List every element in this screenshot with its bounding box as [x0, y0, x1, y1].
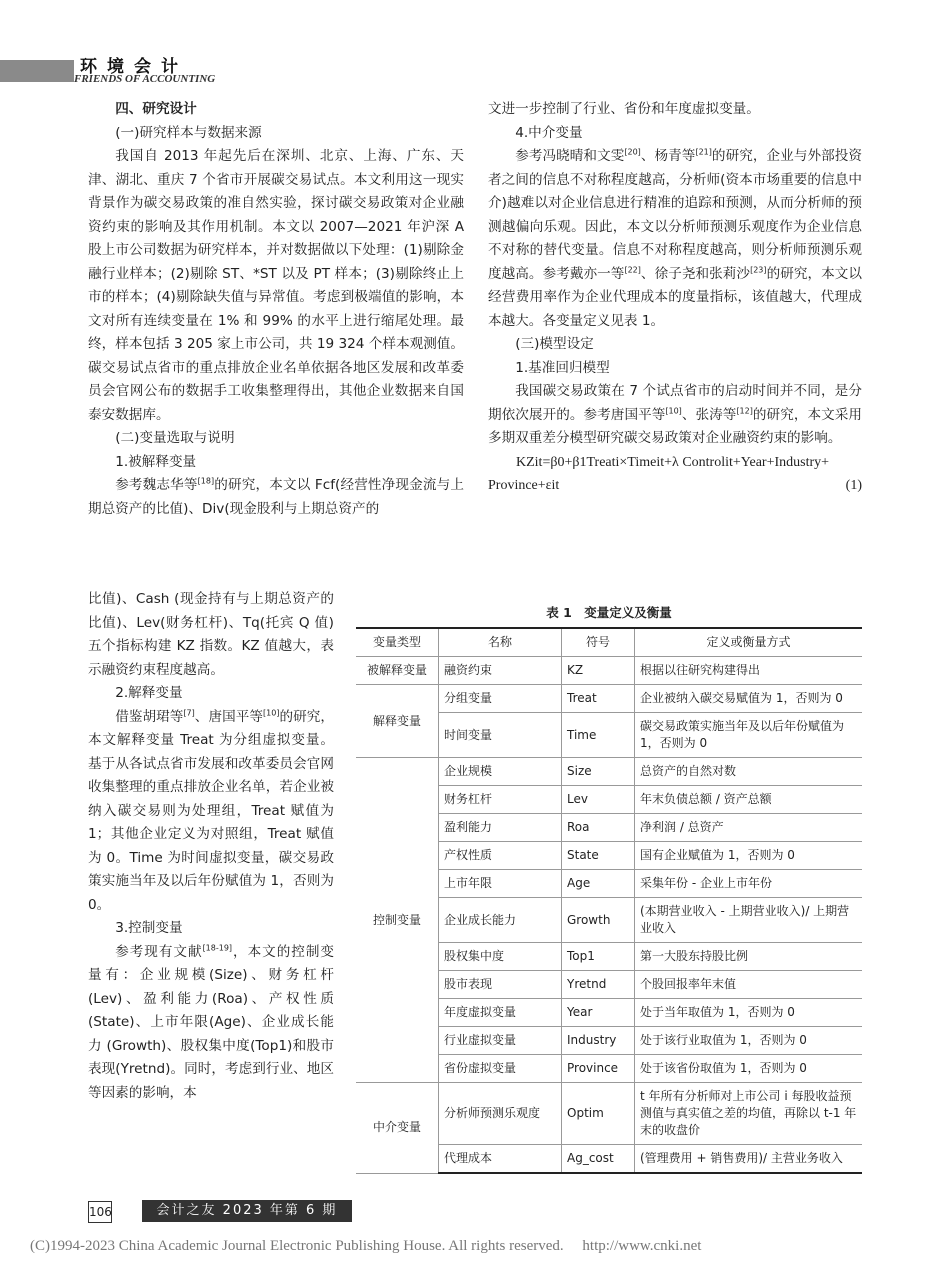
cell-definition: 企业被纳入碳交易赋值为 1，否则为 0: [635, 685, 863, 713]
cell-definition: 国有企业赋值为 1，否则为 0: [635, 842, 863, 870]
journal-title-cn: 环境会计: [80, 57, 188, 77]
cell-var-type: 被解释变量: [356, 657, 439, 685]
cell-symbol: Top1: [562, 943, 635, 971]
cell-definition: (管理费用 + 销售费用)/ 主营业务收入: [635, 1145, 863, 1174]
formula-line-2: Province+εit (1): [488, 474, 862, 498]
col-header-symbol: 符号: [562, 628, 635, 657]
cell-name: 企业成长能力: [439, 898, 562, 943]
cell-name: 股市表现: [439, 971, 562, 999]
right-column: [488, 98, 862, 498]
heading-baseline-model: 1.基准回归模型: [515, 359, 610, 376]
cell-definition: 采集年份 - 企业上市年份: [635, 870, 863, 898]
cell-name: 股权集中度: [439, 943, 562, 971]
table-row: [356, 657, 862, 685]
paragraph-dependent-var-cont: 比值)、Cash (现金持有与上期总资产的比值)、Lev(财务杠杆)、Tq(托宾 Q 值)五个指标构建 KZ 指数。KZ 值越大，表示融资约束程度越高。: [88, 591, 334, 678]
cell-symbol: Yretnd: [562, 971, 635, 999]
table-row: [356, 758, 862, 786]
header-bar: [0, 60, 74, 82]
cell-definition: 处于该行业取值为 1，否则为 0: [635, 1027, 863, 1055]
subsection-heading-3: (三)模型设定: [515, 336, 594, 352]
cell-name: 行业虚拟变量: [439, 1027, 562, 1055]
cell-name: 财务杠杆: [439, 786, 562, 814]
cell-var-type: 解释变量: [356, 685, 439, 758]
cell-symbol: KZ: [562, 657, 635, 685]
cell-symbol: Time: [562, 713, 635, 758]
paragraph-explanatory-var: 借鉴胡珺等[7]、唐国平等[10]的研究，本文解释变量 Treat 为分组虚拟变量。基于从各试点省市发展和改革委员会官网收集整理的重点排放企业名单，若企业被纳入碳交易则为处理组，Treat 赋值为 1；其他企业定义为对照组，Treat 赋值为 0。Time 为时间虚拟变量，碳交易政策实施当年及以后年份赋值为 1，否则为 0。: [88, 707, 335, 913]
cell-symbol: Roa: [562, 814, 635, 842]
copyright-notice: (C)1994-2023 China Academic Journal Electronic Publishing House. All rights reserved. http://www.cnki.net: [30, 1238, 702, 1254]
heading-dependent-var: 1.被解释变量: [115, 453, 197, 470]
cell-name: 融资约束: [439, 657, 562, 685]
cell-name: 年度虚拟变量: [439, 999, 562, 1027]
cell-definition: 个股回报率年末值: [635, 971, 863, 999]
cell-symbol: Province: [562, 1055, 635, 1083]
cell-definition: 处于该省份取值为 1，否则为 0: [635, 1055, 863, 1083]
cell-name: 分析师预测乐观度: [439, 1083, 562, 1145]
left-column-bottom: [88, 588, 334, 1105]
cell-name: 上市年限: [439, 870, 562, 898]
cell-symbol: Industry: [562, 1027, 635, 1055]
heading-control-var: 3.控制变量: [115, 920, 183, 936]
cell-symbol: Lev: [562, 786, 635, 814]
heading-explanatory-var: 2.解释变量: [115, 685, 183, 701]
cell-name: 时间变量: [439, 713, 562, 758]
cell-name: 分组变量: [439, 685, 562, 713]
cell-definition: 年末负债总额 / 资产总额: [635, 786, 863, 814]
cell-definition: 碳交易政策实施当年及以后年份赋值为 1，否则为 0: [635, 713, 863, 758]
section-heading: 四、研究设计: [115, 101, 197, 117]
cell-symbol: State: [562, 842, 635, 870]
cell-definition: 处于当年取值为 1，否则为 0: [635, 999, 863, 1027]
subsection-heading-2: (二)变量选取与说明: [115, 430, 235, 446]
table-header-row: [356, 628, 862, 657]
cell-name: 盈利能力: [439, 814, 562, 842]
paragraph-sample: 我国自 2013 年起先后在深圳、北京、上海、广东、天津、湖北、重庆 7 个省市开展碳交易试点。本文利用这一现实背景作为碳交易政策的准自然实验，探讨碳交易政策对企业融资约束的影响及其作用机制。本文以 2007—2021 年沪深 A 股上市公司数据为研究样本，并对数据做以下处理：(1)剔除金融行业样本；(2)剔除 ST、*ST 以及 PT 样本；(3)剔除终止上市的样本；(4)剔除缺失值与异常值。考虑到极端值的影响，本文对所有连续变量在 1% 和 99% 的水平上进行缩尾处理。最终，样本包括 3 205 家上市公司，共 19 324 个样本观测值。碳交易试点省市的重点排放企业名单依据各地区发展和改革委员会官网公布的数据手工收集整理得出，其他企业数据来自国泰安数据库。: [88, 148, 464, 423]
cell-definition: 净利润 / 总资产: [635, 814, 863, 842]
cell-definition: 第一大股东持股比例: [635, 943, 863, 971]
cell-name: 产权性质: [439, 842, 562, 870]
cell-name: 省份虚拟变量: [439, 1055, 562, 1083]
paragraph-model: 我国碳交易政策在 7 个试点省市的启动时间并不同，是分期依次展开的。参考唐国平等[10]、张涛等[12]的研究，本文采用多期双重差分模型研究碳交易政策对企业融资约束的影响。: [488, 383, 863, 446]
paragraph-control-var: 参考现有文献[18-19]，本文的控制变量有：企业规模(Size)、财务杠杆(Lev)、盈利能力(Roa)、产权性质(State)、上市年限(Age)、企业成长能力 (Growth)、股权集中度(Top1)和股市表现(Yretnd)。同时，考虑到行业、地区等因素的影响，本: [88, 942, 334, 1101]
cell-symbol: Growth: [562, 898, 635, 943]
cell-definition: (本期营业收入 - 上期营业收入)/ 上期营业收入: [635, 898, 863, 943]
formula-line-1: KZit=β0+β1Treati×Timeit+λ Controlit+Year+Industry+: [516, 454, 830, 470]
cell-symbol: Year: [562, 999, 635, 1027]
journal-title-en: FRIENDS OF ACCOUNTING: [74, 73, 216, 85]
cell-symbol: Treat: [562, 685, 635, 713]
page-number: 106: [88, 1201, 112, 1223]
subsection-heading-1: (一)研究样本与数据来源: [115, 124, 262, 141]
cell-definition: 根据以往研究构建得出: [635, 657, 863, 685]
cell-symbol: Optim: [562, 1083, 635, 1145]
journal-issue: 会计之友 2023 年第 6 期: [142, 1200, 352, 1222]
left-column-top: [88, 98, 464, 521]
table-title: 表 1 变量定义及衡量: [546, 605, 672, 620]
cell-var-type: 控制变量: [356, 758, 439, 1083]
cell-symbol: Ag_cost: [562, 1145, 635, 1174]
variable-definition-table: [356, 627, 862, 1174]
paragraph-mediator-var: 参考冯晓晴和文雯[20]、杨青等[21]的研究，企业与外部投资者之间的信息不对称程度越高，分析师(资本市场重要的信息中介)越难以对企业信息进行精准的追踪和预测，从而分析师的预测越偏向乐观。因此，本文以分析师预测乐观度作为企业信息不对称的替代变量。信息不对称程度越高，则分析师预测乐观度越高。参考戴亦一等[22]、徐子尧和张莉沙[23]的研究，本文以经营费用率作为企业代理成本的度量指标，该值越大，代理成本越大。各变量定义见表 1。: [488, 147, 863, 329]
cell-name: 代理成本: [439, 1145, 562, 1174]
table-row: [356, 1083, 862, 1145]
col-header-name: 名称: [439, 628, 562, 657]
table-body: [356, 657, 862, 1174]
cell-definition: t 年所有分析师对上市公司 i 每股收益预测值与真实值之差的均值，再除以 t-1 年末的收盘价: [635, 1083, 863, 1145]
col-header-definition: 定义或衡量方式: [635, 628, 863, 657]
paragraph-control-cont: 文进一步控制了行业、省份和年度虚拟变量。: [488, 101, 760, 117]
cell-definition: 总资产的自然对数: [635, 758, 863, 786]
table-row: [356, 685, 862, 713]
cell-name: 企业规模: [439, 758, 562, 786]
cell-symbol: Age: [562, 870, 635, 898]
cell-symbol: Size: [562, 758, 635, 786]
cell-var-type: 中介变量: [356, 1083, 439, 1174]
col-header-type: 变量类型: [356, 628, 439, 657]
formula-number: (1): [845, 478, 862, 493]
paragraph-dependent-var: 参考魏志华等[18]的研究，本文以 Fcf(经营性净现金流与上期总资产的比值)、Div(现金股利与上期总资产的: [88, 476, 464, 517]
heading-mediator-var: 4.中介变量: [515, 124, 583, 141]
